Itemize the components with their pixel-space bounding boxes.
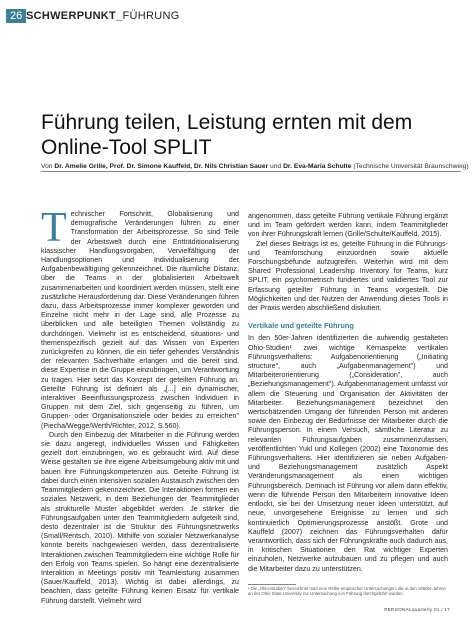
authors-secondary: Dr. Eva-Maria Schulte [283, 163, 352, 170]
page-header [0, 0, 474, 40]
footnote-divider [248, 584, 296, 585]
paragraph-intro-text: echnischer Fortschritt, Globalisierung und demografische Veränderungen führen zu einer Transformation der Arbeitsprozesse. So sind Teile der Arbeitswelt durch eine Entträditionalisierung klassischer Handlungsvorgaben, Vervielfältigung der Handlungsoptionen und Individualisierung der Aufgabenbewältigung gekennzeichnet. Die räumliche Distanz, über die Teams in der globalisierten Arbeitswelt zusammenarbeiten und koordiniert werden müssen, stellt eine zusätzliche Herausforderung dar. Diese Veränderungen führen dazu, dass Arbeitsprozesse immer komplexer geworden und Einzelne nicht mehr in der Lage sind, alle Prozesse zu überblicken und alle beteiligten Themen vollständig zu durchdringen. Vielmehr ist es entscheidend, situations- und themenspezifisch gezielt auf das Wissen von Experten zurückgreifen zu können, die ein tiefer gehendes Verständnis der relevanten Sachverhalte erlangen und die bereit sind, diese Expertise in die Gruppe einzubringen, um Verantwortung zu tragen. Hier setzt das Konzept der geteilten Führung an. Geteilte Führung ist definiert als „[...] ein dynamischer, interaktiver Beeinflussungsprozess zwischen Individuen in Gruppen mit dem Ziel, sich gegenseitig zu führen, um Gruppen- oder Organisationsziele oder beides zu erreichen" (Piecha/Wegge/Werth/Richter, 2012, S.560). [41, 210, 239, 430]
byline-divider [41, 171, 461, 172]
affiliation: (Technische Universität Braunschweig) [351, 163, 469, 170]
body-column-right [248, 212, 448, 574]
section-label-light: FÜHRUNG [122, 10, 180, 22]
byline-prefix: Von [41, 163, 55, 170]
section-subheading: Vertikale und geteilte Führung [248, 321, 354, 331]
paragraph: In den 50er-Jahren identifizierten die aufwendig gestalteten Ohio-Studien¹ zwei wichtige Kernaspekte vertikalen Führungsverhaltens: Aufgabenorientierung („Initiating structure", auch „Aufgabenmanagement") und Mitarbeiterorientierung („Consideration", auch „Beziehungsmanagement"). Aufgabenmanagement umfasst vor allem die Steuerung und Organisation der Aktivitäten der Mitarbeiter. Beziehungsmanagement bezeichnet den wertschätzenden Umgang der führenden Person mit anderen sowie den Einbezug der Bedürfnisse der Mitarbeiter durch die Führungsperson. In einem Versuch, sämtliche Literatur zu relevanten Führungsaufgaben zusammenzufassen, veröffentlichten Yukl und Kollegen (2002) eine Taxonomie des Führungsverhaltens. Hier identifizieren sie neben Aufgaben- und Beziehungsmanagement zusätzlich Aspekt Veränderungsmanagement als einen wichtigen Führungsbereich. Demnach ist Führung vor allem dann effektiv, wenn die führende Person den Mitarbeitern innovative Ideen entlockt, sie bei der Umsetzung neuer Ideen unterstützt, auf neue, unvorgesehene Ereignisse zu lernen und sich kontinuierlich Optimierungsprozesse anstößt. Grote und Kauffeld (2007) zeichnen das Führungsverhalten dafür verantwortlich, dass sich der Führungskräfte auch dadurch aus, in kritischen Situationen den Rat wichtiger Experten einzuholen, Netzwerke aufzubauen und zu pflegen und auch die Mitarbeiter dazu zu unterstützen. [248, 334, 448, 573]
article-title-line1: Führung teilen, Leistung ernten mit dem [41, 111, 413, 134]
page-number: 26 [6, 9, 26, 23]
section-label-bold: SCHWERPUNKT_ [26, 10, 123, 22]
authors-primary: Dr. Amelie Grille, Prof. Dr. Simone Kauffeld, Dr. Nils Christian Sauer [54, 163, 269, 170]
paragraph: angenommen, dass geteilte Führung vertikale Führung ergänzt und im Team gefördert werden kann, indem Teammitglieder von ihrer Führungskraft lernen (Grille/Schulte/Kauffeld, 2015). [248, 212, 448, 239]
article-title-line2: Online-Tool SPLIT [41, 136, 212, 159]
paragraph: Durch den Einbezug der Mitarbeiter in die Führung werden sie dazu angeregt, individuelles Wissen und Fähigkeiten gezielt dort einzubringen, wo es gebraucht wird. Auf diese Weise gestalten sie ihre eigene Arbeitsumgebung aktiv mit und bauen ihre Führungskompetenzen aus. Geteilte Führung ist dabei durch einen intensiven sozialen Austausch zwischen den Teammitgliedern gekennzeichnet. Die Interaktionen formen ein soziales Netzwerk, in dem Beziehungen der Teammitglieder als strukturelle Muster abgebildet werden. Je stärker die Führungsaufgaben unter den Teammitgliedern aufgeteilt sind, desto dezentraler ist die Struktur des Führungsnetzwerks (Small/Rentsch, 2010). Mithilfe von sozialer Netzwerkanalyse konnte bereits nachgewiesen werden, dass dezentralisierte Interaktionen zwischen Teammitgliedern eine wichtige Rolle für den Erfolg von Teams spielen. So hängt eine dezentralisierte Interaktion in Meetings positiv mit Teamleistung zusammen (Sauer/Kauffeld, 2013). Wichtig ist dabei allerdings, zu beachten, dass geteilte Führung keinen Ersatz für vertikale Führung darstellt. Vielmehr wird [41, 430, 239, 605]
byline-conjunction: und [268, 163, 284, 170]
paragraph: Ziel dieses Beitrags ist es, geteilte Führung in die Führungs- und Teamforschung einzuordnen sowie aktuelle Forschungsbefunde aufzugreifen. Weiterhin wird mit dem Shared Professional Leadership Inventory for Teams, kurz SPLIT, ein psychometrisch fundiertes und validiertes Tool zur Erfassung geteilter Führung in Teams vorgestellt. Die Möglichkeiten und der Nutzen der Anwendung dieses Tools in der Praxis werden abschließend diskutiert. [248, 239, 448, 313]
body-column-left [41, 205, 239, 606]
paragraph-intro [41, 205, 239, 431]
footnote: ¹ Die „Ohio-Studien" bezeichnet man eine Reihe empirischer Untersuchungen, die in den 1950er-Jahren an der Ohio State University zur Untersuchung von Führung durchgeführt wurden. [248, 586, 446, 597]
article-title [41, 110, 441, 160]
section-label [26, 9, 180, 23]
byline [41, 162, 469, 171]
journal-footer: PERSONALquarterly 01 / 17 [384, 608, 450, 613]
dropcap: T [41, 205, 67, 251]
